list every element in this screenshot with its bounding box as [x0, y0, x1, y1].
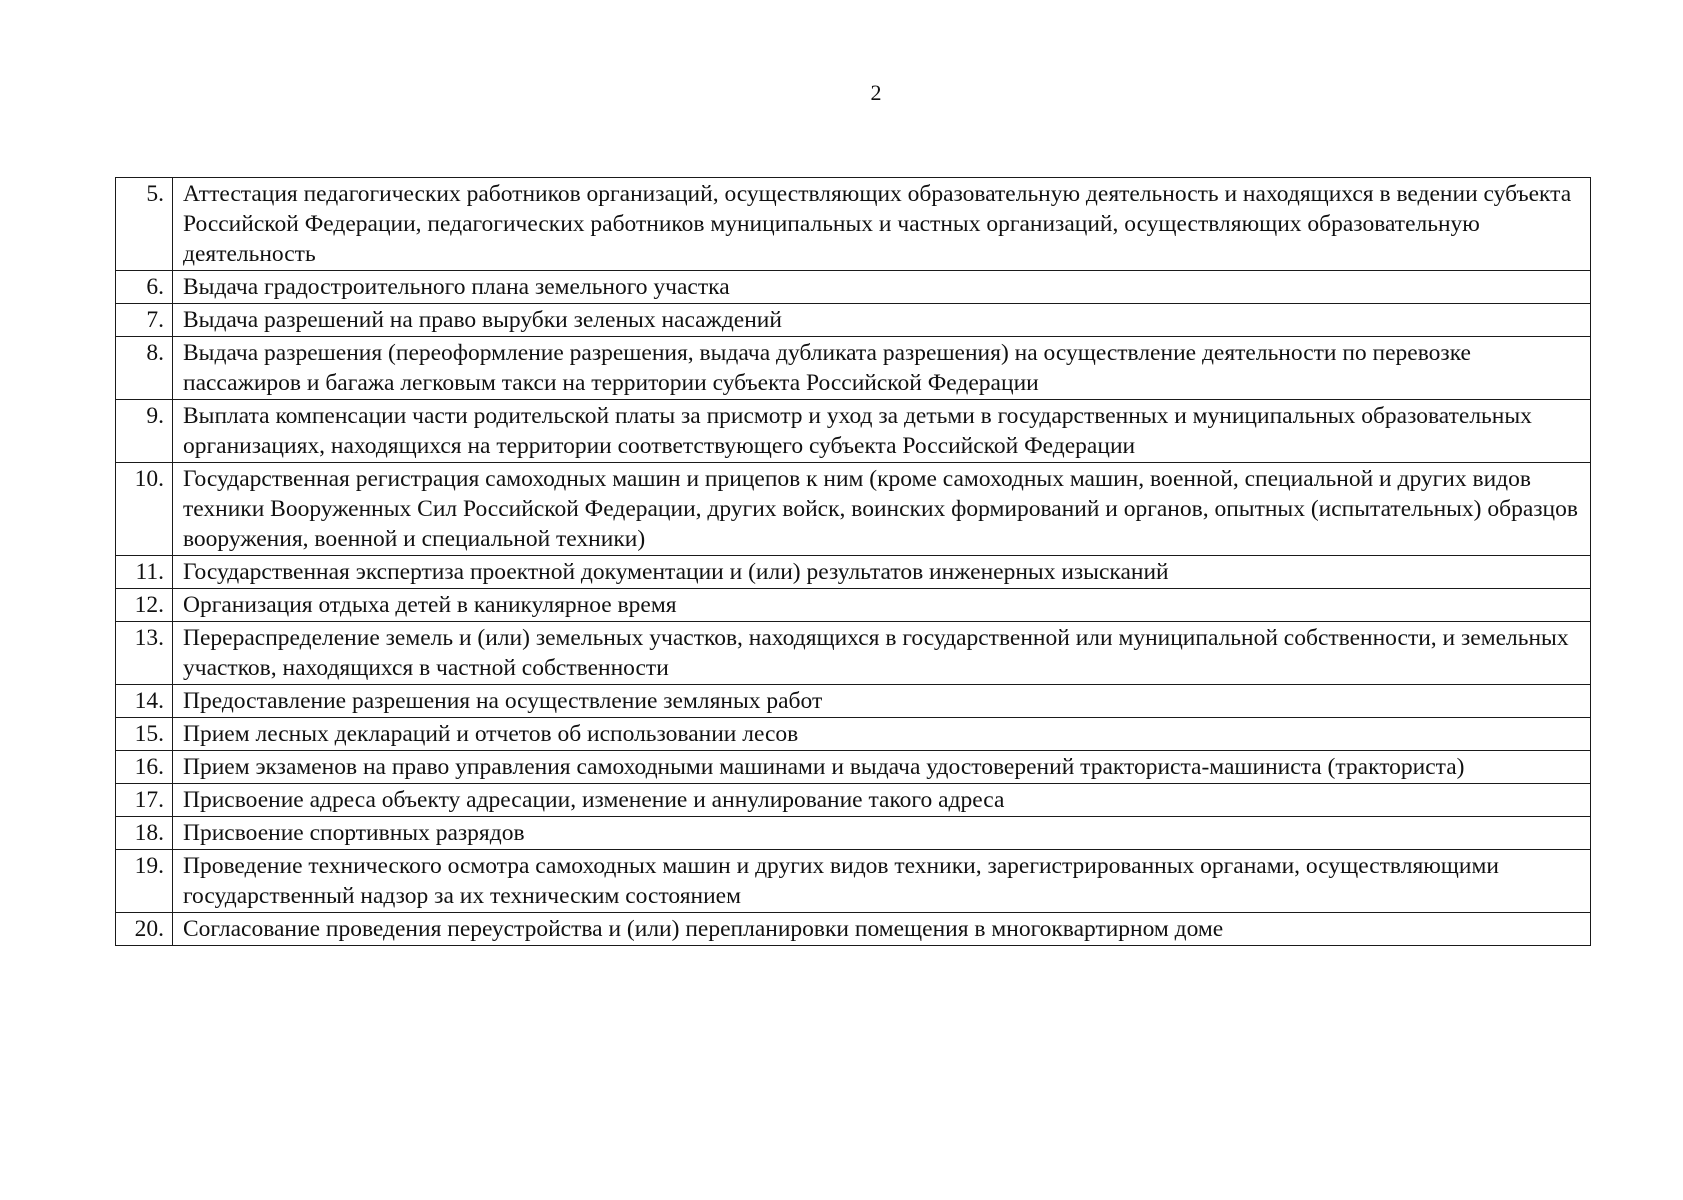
table-row: [116, 751, 1591, 784]
row-number: 7.: [116, 304, 173, 337]
service-name: Прием экзаменов на право управления самоходными машинами и выдача удостоверений тракториста-машиниста (тракториста): [173, 751, 1591, 784]
service-name: Присвоение адреса объекту адресации, изменение и аннулирование такого адреса: [173, 784, 1591, 817]
service-name: Государственная экспертиза проектной документации и (или) результатов инженерных изысканий: [173, 556, 1591, 589]
row-number: 11.: [116, 556, 173, 589]
service-name: Прием лесных деклараций и отчетов об использовании лесов: [173, 718, 1591, 751]
table-row: [116, 718, 1591, 751]
services-table: [115, 177, 1591, 946]
row-number: 17.: [116, 784, 173, 817]
row-number: 15.: [116, 718, 173, 751]
service-name: Выдача градостроительного плана земельного участка: [173, 271, 1591, 304]
table-row: [116, 850, 1591, 913]
services-table-body: [116, 178, 1591, 946]
table-row: [116, 337, 1591, 400]
row-number: 10.: [116, 463, 173, 556]
table-row: [116, 556, 1591, 589]
service-name: Предоставление разрешения на осуществление земляных работ: [173, 685, 1591, 718]
service-name: Аттестация педагогических работников организаций, осуществляющих образовательную деятельность и находящихся в ведении субъекта Российской Федерации, педагогических работников муниципальных и частных организаций, осуществляющих образовательную деятельность: [173, 178, 1591, 271]
table-row: [116, 784, 1591, 817]
table-row: [116, 271, 1591, 304]
service-name: Проведение технического осмотра самоходных машин и других видов техники, зарегистрированных органами, осуществляющими государственный надзор за их техническим состоянием: [173, 850, 1591, 913]
row-number: 14.: [116, 685, 173, 718]
row-number: 9.: [116, 400, 173, 463]
service-name: Государственная регистрация самоходных машин и прицепов к ним (кроме самоходных машин, военной, специальной и других видов техники Вооруженных Сил Российской Федерации, других войск, воинских формирований и органов, опытных (испытательных) образцов вооружения, военной и специальной техники): [173, 463, 1591, 556]
row-number: 18.: [116, 817, 173, 850]
table-row: [116, 178, 1591, 271]
row-number: 8.: [116, 337, 173, 400]
row-number: 20.: [116, 913, 173, 946]
service-name: Выдача разрешения (переоформление разрешения, выдача дубликата разрешения) на осуществление деятельности по перевозке пассажиров и багажа легковым такси на территории субъекта Российской Федерации: [173, 337, 1591, 400]
row-number: 6.: [116, 271, 173, 304]
row-number: 19.: [116, 850, 173, 913]
table-row: [116, 400, 1591, 463]
table-row: [116, 304, 1591, 337]
row-number: 16.: [116, 751, 173, 784]
table-row: [116, 622, 1591, 685]
service-name: Присвоение спортивных разрядов: [173, 817, 1591, 850]
service-name: Перераспределение земель и (или) земельных участков, находящихся в государственной или муниципальной собственности, и земельных участков, находящихся в частной собственности: [173, 622, 1591, 685]
service-name: Выплата компенсации части родительской платы за присмотр и уход за детьми в государственных и муниципальных образовательных организациях, находящихся на территории соответствующего субъекта Российской Федерации: [173, 400, 1591, 463]
table-row: [116, 589, 1591, 622]
row-number: 12.: [116, 589, 173, 622]
service-name: Согласование проведения переустройства и (или) перепланировки помещения в многоквартирном доме: [173, 913, 1591, 946]
service-name: Выдача разрешений на право вырубки зеленых насаждений: [173, 304, 1591, 337]
page-number: 2: [870, 80, 882, 105]
table-row: [116, 913, 1591, 946]
row-number: 5.: [116, 178, 173, 271]
row-number: 13.: [116, 622, 173, 685]
table-row: [116, 685, 1591, 718]
table-row: [116, 817, 1591, 850]
table-row: [116, 463, 1591, 556]
service-name: Организация отдыха детей в каникулярное время: [173, 589, 1591, 622]
